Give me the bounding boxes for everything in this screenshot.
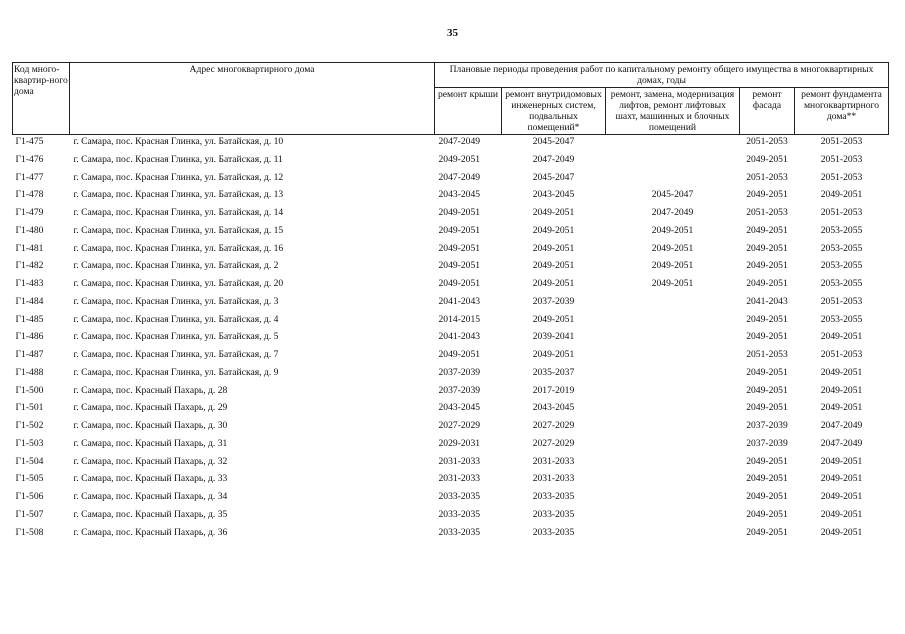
column-header-code: Код много-квартир-ного дома bbox=[13, 63, 70, 135]
cell-lifts bbox=[606, 153, 740, 171]
table-row bbox=[13, 259, 889, 277]
cell-lifts bbox=[606, 366, 740, 384]
cell-foundation: 2053-2055 bbox=[820, 242, 863, 254]
cell-address: г. Самара, пос. Красная Глинка, ул. Батайская, д. 16 bbox=[73, 242, 284, 254]
table-row bbox=[13, 401, 889, 419]
cell-roof: 2033-2035 bbox=[438, 491, 481, 502]
column-header-facade: ремонт фасада bbox=[740, 88, 795, 135]
cell-facade: 2049-2051 bbox=[746, 260, 788, 272]
cell-facade: 2051-2053 bbox=[746, 136, 788, 147]
cell-code: Г1-506 bbox=[15, 491, 44, 502]
cell-roof: 2041-2043 bbox=[438, 331, 481, 343]
cell-foundation: 2051-2053 bbox=[820, 153, 863, 165]
cell-lifts bbox=[606, 455, 740, 473]
cell-roof: 2027-2029 bbox=[438, 420, 481, 431]
cell-lifts bbox=[606, 490, 740, 508]
cell-systems: 2035-2037 bbox=[532, 366, 575, 378]
column-header-roof: ремонт крыши bbox=[435, 88, 502, 135]
cell-foundation: 2051-2053 bbox=[820, 207, 863, 218]
cell-lifts bbox=[606, 313, 740, 331]
cell-systems: 2049-2051 bbox=[532, 313, 575, 325]
cell-address: г. Самара, пос. Красный Пахарь, д. 30 bbox=[73, 420, 228, 431]
cell-code: Г1-482 bbox=[15, 260, 44, 272]
cell-roof: 2033-2035 bbox=[438, 526, 481, 538]
cell-lifts bbox=[606, 419, 740, 437]
cell-foundation: 2051-2053 bbox=[820, 349, 863, 360]
cell-code: Г1-485 bbox=[15, 313, 44, 325]
cell-facade: 2037-2039 bbox=[746, 420, 788, 431]
table-row bbox=[13, 277, 889, 295]
table-row bbox=[13, 384, 889, 402]
cell-address: г. Самара, пос. Красная Глинка, ул. Батайская, д. 5 bbox=[73, 331, 279, 343]
cell-roof: 2043-2045 bbox=[438, 402, 481, 414]
cell-address: г. Самара, пос. Красный Пахарь, д. 35 bbox=[73, 508, 228, 520]
cell-address: г. Самара, пос. Красная Глинка, ул. Батайская, д. 4 bbox=[73, 313, 279, 325]
cell-lifts bbox=[606, 135, 740, 153]
cell-foundation: 2049-2051 bbox=[820, 455, 863, 467]
cell-code: Г1-488 bbox=[15, 366, 44, 378]
cell-code: Г1-475 bbox=[15, 136, 44, 147]
cell-lifts bbox=[606, 508, 740, 526]
cell-address: г. Самара, пос. Красная Глинка, ул. Батайская, д. 15 bbox=[73, 224, 284, 236]
cell-foundation: 2051-2053 bbox=[820, 171, 863, 183]
cell-lifts: 2049-2051 bbox=[651, 224, 694, 236]
cell-code: Г1-480 bbox=[15, 224, 44, 236]
column-header-lifts: ремонт, замена, модернизация лифтов, ремонт лифтовых шахт, машинных и блочных помещений bbox=[606, 88, 740, 135]
cell-facade: 2049-2051 bbox=[746, 455, 788, 467]
cell-systems: 2033-2035 bbox=[532, 526, 575, 538]
cell-facade: 2049-2051 bbox=[746, 331, 788, 343]
table-row bbox=[13, 153, 889, 171]
table-row bbox=[13, 224, 889, 242]
cell-code: Г1-504 bbox=[15, 455, 44, 467]
table-header bbox=[13, 63, 889, 135]
cell-roof: 2029-2031 bbox=[438, 437, 481, 449]
table-row bbox=[13, 348, 889, 366]
cell-address: г. Самара, пос. Красная Глинка, ул. Батайская, д. 10 bbox=[73, 136, 284, 147]
cell-roof: 2031-2033 bbox=[438, 473, 481, 485]
cell-lifts bbox=[606, 330, 740, 348]
cell-foundation: 2049-2051 bbox=[820, 189, 863, 201]
table-row bbox=[13, 437, 889, 455]
cell-foundation: 2053-2055 bbox=[820, 260, 863, 272]
cell-systems: 2049-2051 bbox=[532, 224, 575, 236]
cell-code: Г1-486 bbox=[15, 331, 44, 343]
cell-foundation: 2049-2051 bbox=[820, 491, 863, 502]
cell-roof: 2037-2039 bbox=[438, 366, 481, 378]
column-group-header-periods: Плановые периоды проведения работ по капитальному ремонту общего имущества в многоквартирных домах, годы bbox=[435, 63, 889, 88]
table-row bbox=[13, 295, 889, 313]
cell-foundation: 2049-2051 bbox=[820, 473, 863, 485]
table-row bbox=[13, 455, 889, 473]
cell-facade: 2049-2051 bbox=[746, 473, 788, 485]
cell-foundation: 2047-2049 bbox=[820, 437, 863, 449]
cell-systems: 2027-2029 bbox=[532, 420, 575, 431]
cell-systems: 2043-2045 bbox=[532, 189, 575, 201]
cell-systems: 2047-2049 bbox=[532, 153, 575, 165]
cell-systems: 2049-2051 bbox=[532, 349, 575, 360]
cell-address: г. Самара, пос. Красная Глинка, ул. Батайская, д. 3 bbox=[73, 295, 279, 307]
cell-roof: 2031-2033 bbox=[438, 455, 481, 467]
cell-lifts bbox=[606, 384, 740, 402]
cell-systems: 2049-2051 bbox=[532, 242, 575, 254]
column-header-address: Адрес многоквартирного дома bbox=[70, 63, 435, 135]
cell-code: Г1-484 bbox=[15, 295, 44, 307]
cell-code: Г1-479 bbox=[15, 207, 44, 218]
cell-address: г. Самара, пос. Красная Глинка, ул. Батайская, д. 2 bbox=[73, 260, 279, 272]
cell-foundation: 2053-2055 bbox=[820, 278, 863, 289]
cell-address: г. Самара, пос. Красный Пахарь, д. 33 bbox=[73, 473, 228, 485]
cell-systems: 2027-2029 bbox=[532, 437, 575, 449]
table-row bbox=[13, 472, 889, 490]
cell-lifts bbox=[606, 348, 740, 366]
table-row bbox=[13, 366, 889, 384]
cell-lifts bbox=[606, 437, 740, 455]
cell-systems: 2033-2035 bbox=[532, 508, 575, 520]
table-row bbox=[13, 188, 889, 206]
cell-roof: 2033-2035 bbox=[438, 508, 481, 520]
cell-facade: 2049-2051 bbox=[746, 526, 788, 538]
cell-lifts: 2049-2051 bbox=[651, 242, 694, 254]
cell-roof: 2049-2051 bbox=[438, 242, 481, 254]
cell-address: г. Самара, пос. Красная Глинка, ул. Батайская, д. 9 bbox=[73, 366, 279, 378]
cell-code: Г1-483 bbox=[15, 278, 44, 289]
cell-facade: 2049-2051 bbox=[746, 508, 788, 520]
cell-address: г. Самара, пос. Красный Пахарь, д. 34 bbox=[73, 491, 228, 502]
cell-foundation: 2049-2051 bbox=[820, 402, 863, 414]
cell-facade: 2049-2051 bbox=[746, 242, 788, 254]
cell-facade: 2049-2051 bbox=[746, 402, 788, 414]
cell-foundation: 2049-2051 bbox=[820, 384, 863, 396]
cell-systems: 2043-2045 bbox=[532, 402, 575, 414]
cell-code: Г1-487 bbox=[15, 349, 44, 360]
cell-address: г. Самара, пос. Красный Пахарь, д. 28 bbox=[73, 384, 228, 396]
cell-foundation: 2051-2053 bbox=[820, 136, 863, 147]
cell-roof: 2049-2051 bbox=[438, 207, 481, 218]
column-header-systems: ремонт внутридомовых инженерных систем, подвальных помещений* bbox=[502, 88, 606, 135]
cell-address: г. Самара, пос. Красная Глинка, ул. Батайская, д. 12 bbox=[73, 171, 284, 183]
table-row bbox=[13, 490, 889, 508]
cell-code: Г1-477 bbox=[15, 171, 44, 183]
cell-code: Г1-481 bbox=[15, 242, 44, 254]
cell-foundation: 2051-2053 bbox=[820, 295, 863, 307]
cell-roof: 2049-2051 bbox=[438, 349, 481, 360]
cell-roof: 2047-2049 bbox=[438, 171, 481, 183]
cell-code: Г1-502 bbox=[15, 420, 44, 431]
cell-facade: 2049-2051 bbox=[746, 224, 788, 236]
cell-address: г. Самара, пос. Красный Пахарь, д. 32 bbox=[73, 455, 228, 467]
cell-address: г. Самара, пос. Красный Пахарь, д. 36 bbox=[73, 526, 228, 538]
cell-roof: 2041-2043 bbox=[438, 295, 481, 307]
cell-systems: 2049-2051 bbox=[532, 260, 575, 272]
cell-address: г. Самара, пос. Красная Глинка, ул. Батайская, д. 13 bbox=[73, 189, 284, 201]
cell-roof: 2047-2049 bbox=[438, 136, 481, 147]
cell-lifts bbox=[606, 526, 740, 544]
cell-roof: 2049-2051 bbox=[438, 153, 481, 165]
cell-lifts: 2049-2051 bbox=[651, 260, 694, 272]
cell-code: Г1-476 bbox=[15, 153, 44, 165]
cell-systems: 2045-2047 bbox=[532, 171, 575, 183]
cell-address: г. Самара, пос. Красный Пахарь, д. 31 bbox=[73, 437, 228, 449]
table-row bbox=[13, 330, 889, 348]
cell-facade: 2037-2039 bbox=[746, 437, 788, 449]
cell-roof: 2049-2051 bbox=[438, 224, 481, 236]
table-row bbox=[13, 419, 889, 437]
cell-facade: 2049-2051 bbox=[746, 313, 788, 325]
column-header-foundation: ремонт фундамента многоквартирного дома** bbox=[795, 88, 889, 135]
cell-facade: 2049-2051 bbox=[746, 189, 788, 201]
cell-systems: 2037-2039 bbox=[532, 295, 575, 307]
cell-systems: 2045-2047 bbox=[532, 136, 575, 147]
cell-foundation: 2053-2055 bbox=[820, 224, 863, 236]
table-row bbox=[13, 171, 889, 189]
table-row bbox=[13, 313, 889, 331]
cell-roof: 2049-2051 bbox=[438, 260, 481, 272]
cell-code: Г1-508 bbox=[15, 526, 44, 538]
page-number: 35 bbox=[447, 27, 458, 39]
cell-lifts: 2045-2047 bbox=[651, 189, 694, 201]
cell-lifts bbox=[606, 401, 740, 419]
cell-systems: 2039-2041 bbox=[532, 331, 575, 343]
cell-lifts: 2047-2049 bbox=[651, 207, 694, 218]
cell-roof: 2043-2045 bbox=[438, 189, 481, 201]
cell-systems: 2033-2035 bbox=[532, 491, 575, 502]
cell-lifts: 2049-2051 bbox=[651, 278, 694, 289]
cell-facade: 2049-2051 bbox=[746, 366, 788, 378]
table-row bbox=[13, 135, 889, 153]
cell-facade: 2051-2053 bbox=[746, 349, 788, 360]
cell-lifts bbox=[606, 295, 740, 313]
cell-foundation: 2049-2051 bbox=[820, 508, 863, 520]
cell-address: г. Самара, пос. Красный Пахарь, д. 29 bbox=[73, 402, 228, 414]
cell-facade: 2051-2053 bbox=[746, 207, 788, 218]
cell-facade: 2049-2051 bbox=[746, 153, 788, 165]
cell-facade: 2049-2051 bbox=[746, 384, 788, 396]
cell-code: Г1-500 bbox=[15, 384, 44, 396]
cell-address: г. Самара, пос. Красная Глинка, ул. Батайская, д. 11 bbox=[73, 153, 283, 165]
cell-code: Г1-507 bbox=[15, 508, 44, 520]
table-row bbox=[13, 508, 889, 526]
cell-facade: 2049-2051 bbox=[746, 491, 788, 502]
cell-code: Г1-501 bbox=[15, 402, 44, 414]
cell-foundation: 2049-2051 bbox=[820, 366, 863, 378]
cell-facade: 2041-2043 bbox=[746, 295, 788, 307]
table-body bbox=[13, 135, 889, 544]
cell-foundation: 2049-2051 bbox=[820, 331, 863, 343]
cell-facade: 2049-2051 bbox=[746, 278, 788, 289]
cell-code: Г1-478 bbox=[15, 189, 44, 201]
table-row bbox=[13, 242, 889, 260]
cell-systems: 2031-2033 bbox=[532, 455, 575, 467]
cell-lifts bbox=[606, 171, 740, 189]
cell-lifts bbox=[606, 472, 740, 490]
repair-schedule-table bbox=[12, 62, 889, 543]
cell-systems: 2031-2033 bbox=[532, 473, 575, 485]
cell-address: г. Самара, пос. Красная Глинка, ул. Батайская, д. 20 bbox=[73, 278, 284, 289]
cell-foundation: 2053-2055 bbox=[820, 313, 863, 325]
cell-foundation: 2047-2049 bbox=[820, 420, 863, 431]
cell-systems: 2017-2019 bbox=[532, 384, 575, 396]
cell-roof: 2037-2039 bbox=[438, 384, 481, 396]
table-row bbox=[13, 526, 889, 544]
cell-code: Г1-505 bbox=[15, 473, 44, 485]
table-row bbox=[13, 206, 889, 224]
cell-foundation: 2049-2051 bbox=[820, 526, 863, 538]
cell-systems: 2049-2051 bbox=[532, 207, 575, 218]
cell-code: Г1-503 bbox=[15, 437, 44, 449]
cell-address: г. Самара, пос. Красная Глинка, ул. Батайская, д. 7 bbox=[73, 349, 279, 360]
cell-roof: 2014-2015 bbox=[438, 313, 481, 325]
cell-systems: 2049-2051 bbox=[532, 278, 575, 289]
cell-facade: 2051-2053 bbox=[746, 171, 788, 183]
cell-roof: 2049-2051 bbox=[438, 278, 481, 289]
cell-address: г. Самара, пос. Красная Глинка, ул. Батайская, д. 14 bbox=[73, 207, 284, 218]
